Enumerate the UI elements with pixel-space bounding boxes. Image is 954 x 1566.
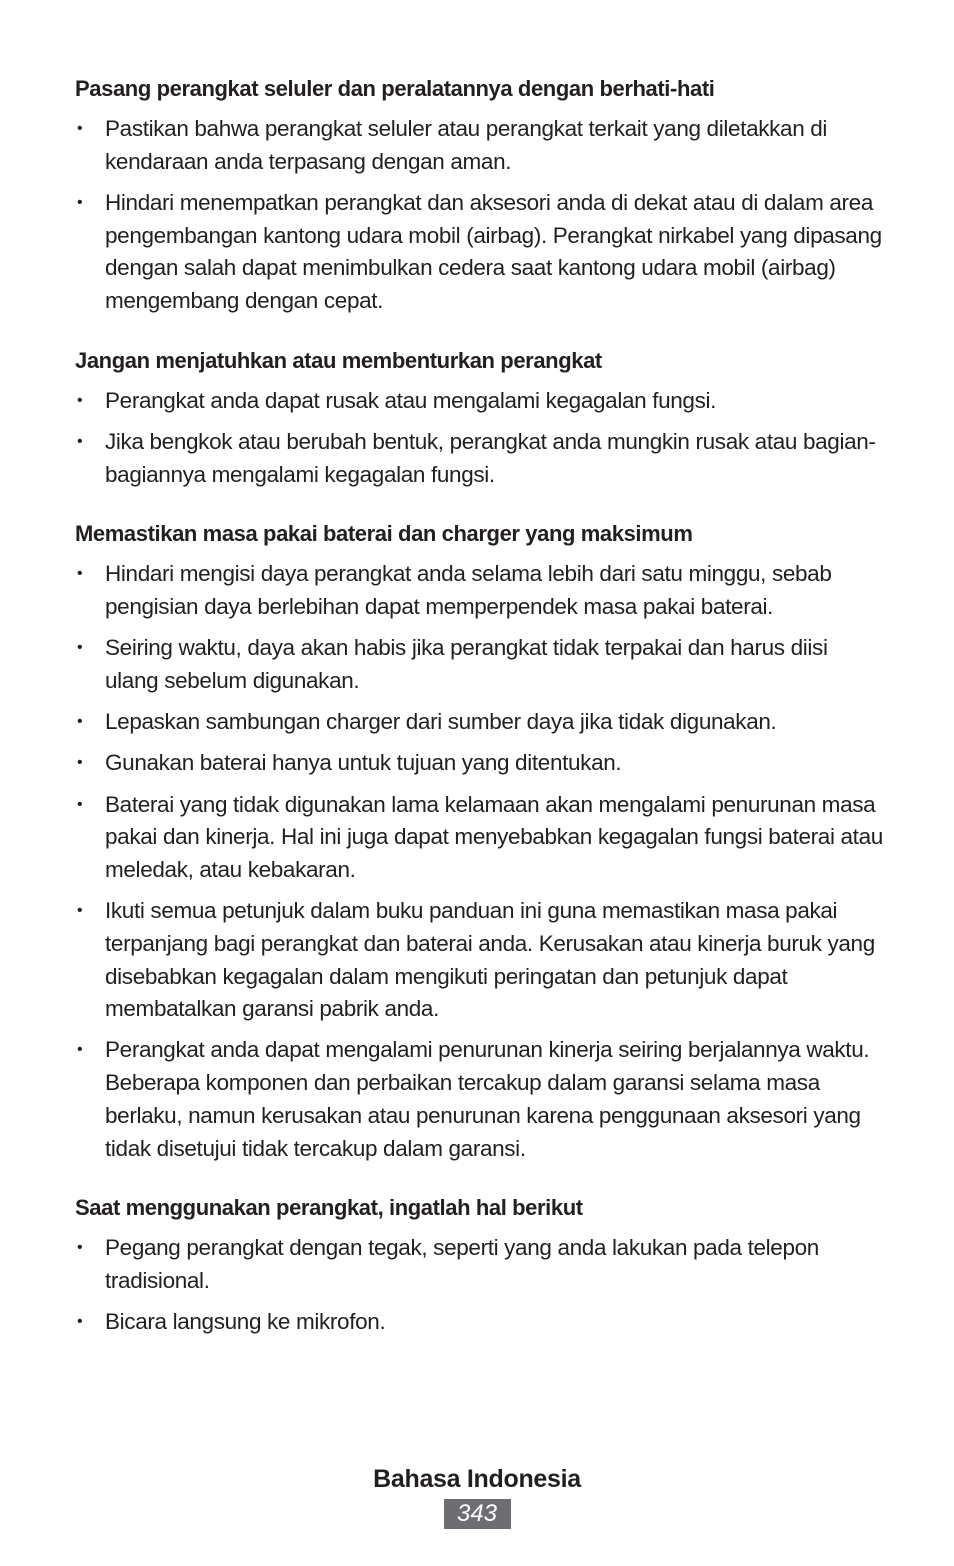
document-body	[75, 72, 885, 1365]
list-item-text: Hindari mengisi daya perangkat anda selama lebih dari satu minggu, sebab pengisian daya berlebihan dapat memperpendek masa pakai baterai.	[105, 561, 832, 620]
bullet-icon: •	[77, 391, 83, 409]
bullet-icon: •	[77, 713, 83, 731]
list-item	[75, 558, 885, 623]
list-item	[75, 632, 885, 697]
section-heading: Pasang perangkat seluler dan peralatannya dengan berhati-hati	[75, 76, 715, 101]
bullet-icon: •	[77, 193, 83, 211]
bullet-icon: •	[77, 754, 83, 772]
list-item	[75, 1306, 885, 1339]
section-heading: Memastikan masa pakai baterai dan charger yang maksimum	[75, 521, 693, 547]
bullet-icon: •	[77, 902, 83, 920]
bullet-icon: •	[77, 1313, 83, 1331]
section-heading: Saat menggunakan perangkat, ingatlah hal berikut	[75, 1195, 583, 1221]
bullet-icon: •	[77, 1041, 83, 1059]
list-item-text: Seiring waktu, daya akan habis jika perangkat tidak terpakai dan harus diisi ulang sebelum digunakan.	[105, 635, 828, 693]
list-item	[75, 706, 885, 739]
list-item-text: Jika bengkok atau berubah bentuk, perangkat anda mungkin rusak atau bagian-bagiannya mengalami kegagalan fungsi.	[105, 428, 876, 487]
bullet-icon: •	[77, 639, 83, 657]
list-item	[75, 113, 885, 178]
list-item-text: Pastikan bahwa perangkat seluler atau perangkat terkait yang diletakkan di kendaraan anda terpasang dengan aman.	[105, 116, 828, 174]
list-item	[75, 1034, 885, 1165]
list-item	[75, 1232, 885, 1297]
page-footer	[0, 1461, 954, 1529]
bullet-list	[75, 1232, 885, 1339]
list-item	[75, 747, 885, 780]
bullet-list	[75, 113, 885, 318]
list-item-text: Perangkat anda dapat rusak atau mengalami kegagalan fungsi.	[105, 387, 717, 413]
list-item	[75, 187, 885, 318]
section-battery-life	[75, 517, 885, 1165]
bullet-list	[75, 558, 885, 1165]
footer-language: Bahasa Indonesia	[373, 1465, 581, 1493]
list-item-text: Gunakan baterai hanya untuk tujuan yang ditentukan.	[105, 750, 622, 776]
list-item-text: Hindari menempatkan perangkat dan aksesori anda di dekat atau di dalam area pengembangan kantong udara mobil (airbag). Perangkat nirkabel yang dipasang dengan salah dapat menimbulkan cedera saat kantong udara mobil (airbag) mengembang dengan cepat.	[105, 189, 882, 314]
bullet-list	[75, 385, 885, 492]
list-item	[75, 426, 885, 491]
list-item-text: Lepaskan sambungan charger dari sumber daya jika tidak digunakan.	[105, 709, 777, 735]
list-item-text: Pegang perangkat dengan tegak, seperti yang anda lakukan pada telepon tradisional.	[105, 1235, 819, 1293]
section-mount-device	[75, 72, 885, 318]
page-number-badge: 343	[444, 1499, 511, 1529]
bullet-icon: •	[77, 432, 83, 450]
bullet-icon: •	[77, 565, 83, 583]
bullet-icon: •	[77, 1239, 83, 1257]
bullet-icon: •	[77, 120, 83, 137]
section-usage-tips	[75, 1191, 885, 1339]
section-heading: Jangan menjatuhkan atau membenturkan perangkat	[75, 347, 602, 373]
section-drop-device	[75, 344, 885, 492]
list-item	[75, 789, 885, 887]
list-item-text: Baterai yang tidak digunakan lama kelamaan akan mengalami penurunan masa pakai dan kinerja. Hal ini juga dapat menyebabkan kegagalan fungsi baterai atau meledak, atau kebakaran.	[105, 791, 883, 882]
list-item-text: Bicara langsung ke mikrofon.	[105, 1309, 386, 1335]
list-item	[75, 385, 885, 418]
list-item	[75, 895, 885, 1026]
list-item-text: Perangkat anda dapat mengalami penurunan kinerja seiring berjalannya waktu. Beberapa komponen dan perbaikan tercakup dalam garansi selama masa berlaku, namun kerusakan atau penurunan karena penggunaan aksesori yang tidak disetujui tidak tercakup dalam garansi.	[105, 1037, 870, 1161]
bullet-icon: •	[77, 795, 83, 813]
list-item-text: Ikuti semua petunjuk dalam buku panduan ini guna memastikan masa pakai terpanjang bagi perangkat dan baterai anda. Kerusakan atau kinerja buruk yang disebabkan kegagalan dalam mengikuti peringatan dan petunjuk dapat membatalkan garansi pabrik anda.	[105, 898, 875, 1022]
